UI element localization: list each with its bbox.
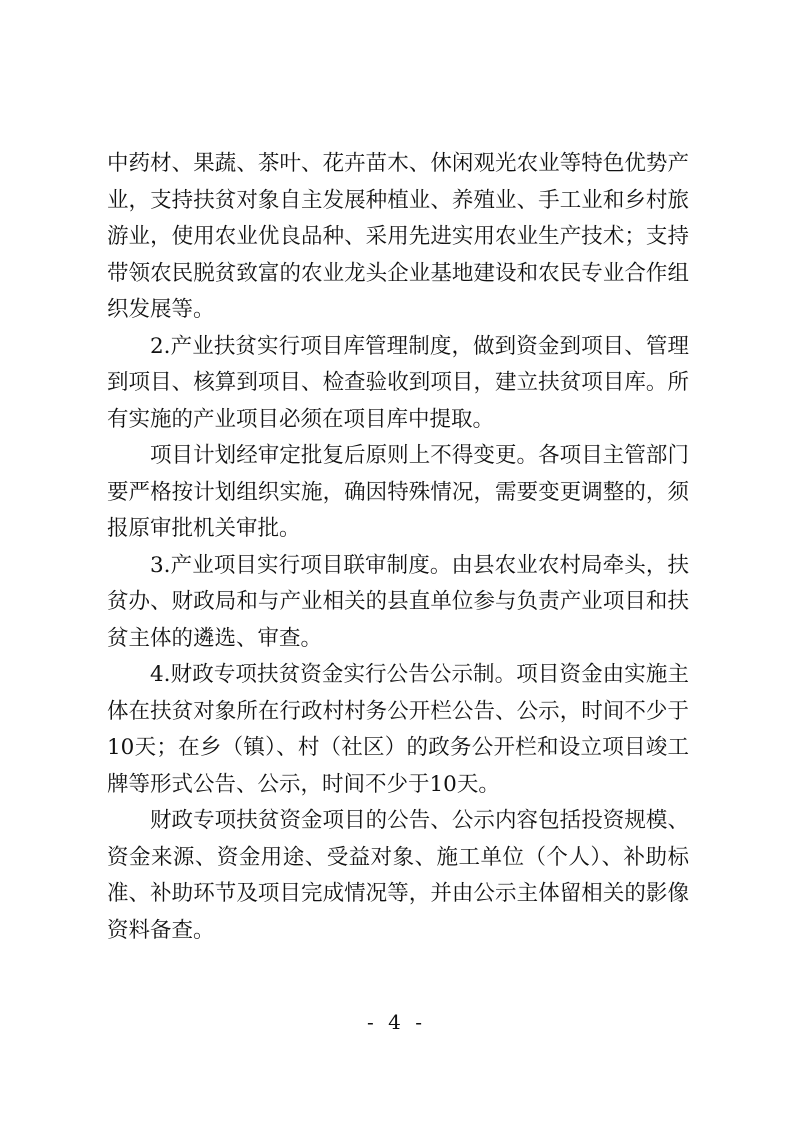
paragraph-6: 财政专项扶贫资金项目的公告、公示内容包括投资规模、资金来源、资金用途、受益对象、施工单位（个人）、补助标准、补助环节及项目完成情况等，并由公示主体留相关的影像资料备查。	[107, 808, 689, 943]
paragraph-4: 3.产业项目实行项目联审制度。由县农业农村局牵头，扶贫办、财政局和与产业相关的县直单位参与负责产业项目和扶贫主体的遴选、审查。	[107, 552, 689, 651]
paragraph-5: 4.财政专项扶贫资金实行公告公示制。项目资金由实施主体在扶贫对象所在行政村村务公开栏公告、公示，时间不少于10天；在乡（镇）、村（社区）的政务公开栏和设立项目竣工牌等形式公告、公示，时间不少于10天。	[107, 662, 689, 797]
page-number: - 4 -	[367, 1010, 426, 1034]
paragraph-1: 中药材、果蔬、茶叶、花卉苗木、休闲观光农业等特色优势产业，支持扶贫对象自主发展种植业、养殖业、手工业和乡村旅游业，使用农业优良品种、采用先进实用农业生产技术；支持带领农民脱贫致富的农业龙头企业基地建设和农民专业合作组织发展等。	[107, 151, 689, 322]
paragraph-3: 项目计划经审定批复后原则上不得变更。各项目主管部门要严格按计划组织实施，确因特殊情况，需要变更调整的，须报原审批机关审批。	[107, 443, 689, 541]
paragraph-2: 2.产业扶贫实行项目库管理制度，做到资金到项目、管理到项目、核算到项目、检查验收到项目，建立扶贫项目库。所有实施的产业项目必须在项目库中提取。	[107, 333, 689, 432]
document-body	[107, 146, 689, 949]
